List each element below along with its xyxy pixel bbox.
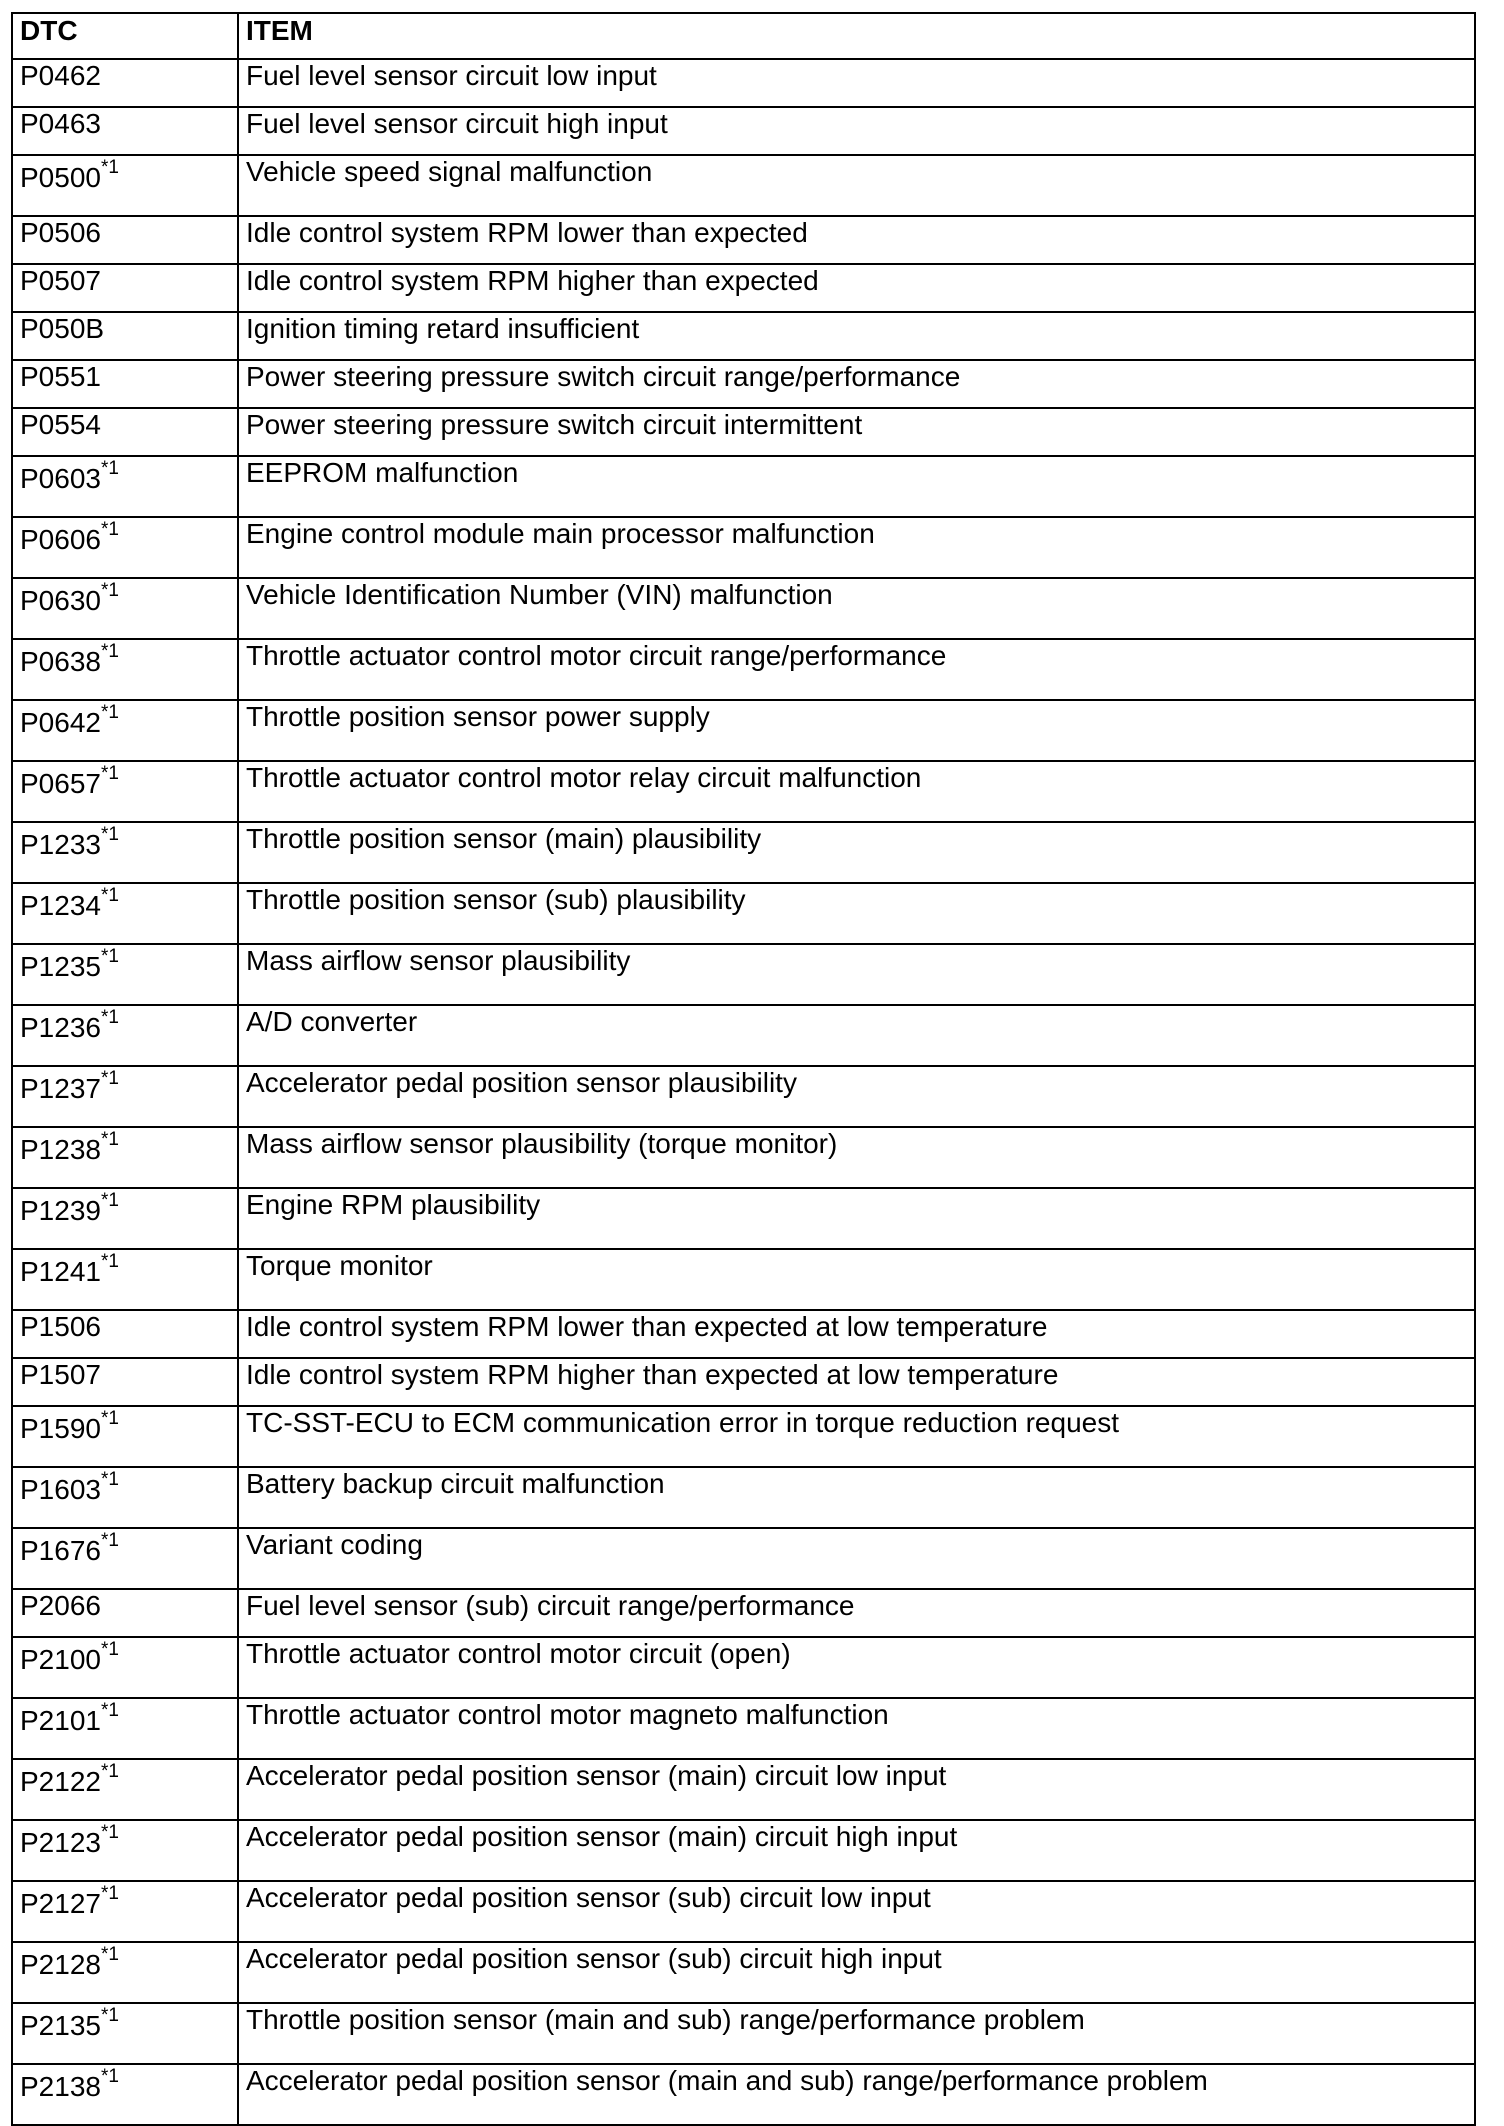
dtc-code-cell bbox=[12, 312, 238, 360]
footnote-marker: *1 bbox=[100, 2005, 119, 2026]
dtc-item: Power steering pressure switch circuit intermittent bbox=[238, 408, 1475, 456]
table-row bbox=[12, 1820, 1475, 1881]
dtc-code: P2127 bbox=[20, 1888, 101, 1919]
dtc-code-cell bbox=[12, 1310, 238, 1358]
dtc-item: Idle control system RPM lower than expected bbox=[238, 216, 1475, 264]
table-row bbox=[12, 761, 1475, 822]
dtc-item: Throttle position sensor (sub) plausibility bbox=[238, 883, 1475, 944]
dtc-item: Throttle position sensor (main) plausibility bbox=[238, 822, 1475, 883]
header-item: ITEM bbox=[238, 13, 1475, 59]
footnote-marker: *1 bbox=[100, 1530, 119, 1551]
dtc-item: Accelerator pedal position sensor plausibility bbox=[238, 1066, 1475, 1127]
dtc-code-cell bbox=[12, 2064, 238, 2125]
dtc-code-cell bbox=[12, 216, 238, 264]
dtc-item: Vehicle speed signal malfunction bbox=[238, 155, 1475, 216]
table-row bbox=[12, 1637, 1475, 1698]
footnote-marker: *1 bbox=[100, 2066, 119, 2087]
dtc-item: Idle control system RPM higher than expected bbox=[238, 264, 1475, 312]
dtc-code: P0630 bbox=[20, 585, 101, 616]
table-row bbox=[12, 107, 1475, 155]
dtc-code: P0551 bbox=[20, 361, 101, 392]
dtc-code-cell bbox=[12, 1467, 238, 1528]
dtc-code: P2100 bbox=[20, 1644, 101, 1675]
dtc-item: Fuel level sensor (sub) circuit range/performance bbox=[238, 1589, 1475, 1637]
dtc-code-cell bbox=[12, 700, 238, 761]
table-row bbox=[12, 1759, 1475, 1820]
dtc-code: P1237 bbox=[20, 1073, 101, 1104]
dtc-code: P0554 bbox=[20, 409, 101, 440]
dtc-code-cell bbox=[12, 408, 238, 456]
dtc-code-cell bbox=[12, 1589, 238, 1637]
dtc-code-cell bbox=[12, 1188, 238, 1249]
table-body bbox=[12, 59, 1475, 2125]
table-row bbox=[12, 1589, 1475, 1637]
dtc-code: P0463 bbox=[20, 108, 101, 139]
dtc-item: Torque monitor bbox=[238, 1249, 1475, 1310]
dtc-code-cell bbox=[12, 1066, 238, 1127]
dtc-code: P0506 bbox=[20, 217, 101, 248]
dtc-item: Throttle actuator control motor magneto malfunction bbox=[238, 1698, 1475, 1759]
dtc-code: P1507 bbox=[20, 1359, 101, 1390]
dtc-item: EEPROM malfunction bbox=[238, 456, 1475, 517]
dtc-item: TC-SST-ECU to ECM communication error in torque reduction request bbox=[238, 1406, 1475, 1467]
dtc-table bbox=[11, 12, 1476, 2126]
table-row bbox=[12, 639, 1475, 700]
table-row bbox=[12, 1698, 1475, 1759]
dtc-code: P050B bbox=[20, 313, 105, 344]
dtc-code-cell bbox=[12, 155, 238, 216]
table-row bbox=[12, 360, 1475, 408]
table-row bbox=[12, 59, 1475, 107]
dtc-code-cell bbox=[12, 264, 238, 312]
table-row bbox=[12, 264, 1475, 312]
dtc-item: Ignition timing retard insufficient bbox=[238, 312, 1475, 360]
table-row bbox=[12, 216, 1475, 264]
dtc-item: Accelerator pedal position sensor (sub) circuit high input bbox=[238, 1942, 1475, 2003]
dtc-item: Idle control system RPM lower than expected at low temperature bbox=[238, 1310, 1475, 1358]
dtc-code-cell bbox=[12, 1005, 238, 1066]
footnote-marker: *1 bbox=[100, 519, 119, 540]
dtc-item: Mass airflow sensor plausibility bbox=[238, 944, 1475, 1005]
dtc-code-cell bbox=[12, 1942, 238, 2003]
dtc-item: Engine control module main processor malfunction bbox=[238, 517, 1475, 578]
dtc-item: Throttle actuator control motor relay circuit malfunction bbox=[238, 761, 1475, 822]
dtc-code-cell bbox=[12, 1249, 238, 1310]
table-row bbox=[12, 1406, 1475, 1467]
footnote-marker: *1 bbox=[100, 885, 119, 906]
dtc-code: P2122 bbox=[20, 1766, 101, 1797]
table-row bbox=[12, 1066, 1475, 1127]
dtc-code-cell bbox=[12, 1358, 238, 1406]
footnote-marker: *1 bbox=[100, 763, 119, 784]
dtc-code-cell bbox=[12, 639, 238, 700]
dtc-code: P2101 bbox=[20, 1705, 101, 1736]
table-row bbox=[12, 312, 1475, 360]
footnote-marker: *1 bbox=[100, 1408, 119, 1429]
footnote-marker: *1 bbox=[100, 641, 119, 662]
table-row bbox=[12, 1528, 1475, 1589]
dtc-item: Throttle position sensor power supply bbox=[238, 700, 1475, 761]
table-row bbox=[12, 1358, 1475, 1406]
dtc-code-cell bbox=[12, 2003, 238, 2064]
dtc-code: P0606 bbox=[20, 524, 101, 555]
table-row bbox=[12, 517, 1475, 578]
footnote-marker: *1 bbox=[100, 1469, 119, 1490]
dtc-code: P1676 bbox=[20, 1535, 101, 1566]
dtc-item: Fuel level sensor circuit high input bbox=[238, 107, 1475, 155]
table-row bbox=[12, 883, 1475, 944]
dtc-code-cell bbox=[12, 1759, 238, 1820]
dtc-code: P0638 bbox=[20, 646, 101, 677]
footnote-marker: *1 bbox=[100, 702, 119, 723]
table-header-row bbox=[12, 13, 1475, 59]
footnote-marker: *1 bbox=[100, 458, 119, 479]
dtc-code-cell bbox=[12, 360, 238, 408]
dtc-code-cell bbox=[12, 59, 238, 107]
dtc-code: P1236 bbox=[20, 1012, 101, 1043]
dtc-item: Accelerator pedal position sensor (main) circuit low input bbox=[238, 1759, 1475, 1820]
dtc-item: Variant coding bbox=[238, 1528, 1475, 1589]
footnote-marker: *1 bbox=[100, 1129, 119, 1150]
footnote-marker: *1 bbox=[100, 580, 119, 601]
dtc-code-cell bbox=[12, 1881, 238, 1942]
footnote-marker: *1 bbox=[100, 157, 119, 178]
footnote-marker: *1 bbox=[100, 1822, 119, 1843]
dtc-code-cell bbox=[12, 578, 238, 639]
footnote-marker: *1 bbox=[100, 1251, 119, 1272]
table-row bbox=[12, 578, 1475, 639]
table-row bbox=[12, 2064, 1475, 2125]
dtc-code: P1506 bbox=[20, 1311, 101, 1342]
dtc-code-cell bbox=[12, 761, 238, 822]
dtc-item: Accelerator pedal position sensor (main and sub) range/performance problem bbox=[238, 2064, 1475, 2125]
dtc-code: P2066 bbox=[20, 1590, 101, 1621]
dtc-code: P0642 bbox=[20, 707, 101, 738]
dtc-code-cell bbox=[12, 107, 238, 155]
table-row bbox=[12, 1005, 1475, 1066]
dtc-code-cell bbox=[12, 944, 238, 1005]
dtc-item: Throttle position sensor (main and sub) range/performance problem bbox=[238, 2003, 1475, 2064]
dtc-code: P0507 bbox=[20, 265, 101, 296]
dtc-code-cell bbox=[12, 1637, 238, 1698]
dtc-code: P0657 bbox=[20, 768, 101, 799]
dtc-code: P1241 bbox=[20, 1256, 101, 1287]
dtc-code-cell bbox=[12, 517, 238, 578]
dtc-item: Accelerator pedal position sensor (main) circuit high input bbox=[238, 1820, 1475, 1881]
dtc-code-cell bbox=[12, 1127, 238, 1188]
dtc-code-cell bbox=[12, 822, 238, 883]
dtc-item: Vehicle Identification Number (VIN) malfunction bbox=[238, 578, 1475, 639]
dtc-item: Battery backup circuit malfunction bbox=[238, 1467, 1475, 1528]
dtc-item: Idle control system RPM higher than expected at low temperature bbox=[238, 1358, 1475, 1406]
dtc-item: Power steering pressure switch circuit range/performance bbox=[238, 360, 1475, 408]
footnote-marker: *1 bbox=[100, 1007, 119, 1028]
table-row bbox=[12, 1942, 1475, 2003]
dtc-code: P0500 bbox=[20, 162, 101, 193]
dtc-code-cell bbox=[12, 1528, 238, 1589]
table-row bbox=[12, 1249, 1475, 1310]
table-row bbox=[12, 700, 1475, 761]
table-row bbox=[12, 456, 1475, 517]
footnote-marker: *1 bbox=[100, 1700, 119, 1721]
dtc-code: P0462 bbox=[20, 60, 101, 91]
dtc-code: P1233 bbox=[20, 829, 101, 860]
footnote-marker: *1 bbox=[100, 1190, 119, 1211]
dtc-code: P0603 bbox=[20, 463, 101, 494]
dtc-code: P2128 bbox=[20, 1949, 101, 1980]
table-row bbox=[12, 2003, 1475, 2064]
dtc-item: Fuel level sensor circuit low input bbox=[238, 59, 1475, 107]
footnote-marker: *1 bbox=[100, 1639, 119, 1660]
table-row bbox=[12, 155, 1475, 216]
dtc-item: Mass airflow sensor plausibility (torque monitor) bbox=[238, 1127, 1475, 1188]
table-row bbox=[12, 408, 1475, 456]
footnote-marker: *1 bbox=[100, 1761, 119, 1782]
dtc-item: A/D converter bbox=[238, 1005, 1475, 1066]
dtc-code: P2138 bbox=[20, 2071, 101, 2102]
table-row bbox=[12, 1127, 1475, 1188]
dtc-code: P1239 bbox=[20, 1195, 101, 1226]
dtc-item: Throttle actuator control motor circuit (open) bbox=[238, 1637, 1475, 1698]
dtc-code: P1603 bbox=[20, 1474, 101, 1505]
table-row bbox=[12, 822, 1475, 883]
dtc-code-cell bbox=[12, 1698, 238, 1759]
dtc-code-cell bbox=[12, 883, 238, 944]
header-dtc: DTC bbox=[12, 13, 238, 59]
footnote-marker: *1 bbox=[100, 824, 119, 845]
dtc-code: P1235 bbox=[20, 951, 101, 982]
dtc-code: P1234 bbox=[20, 890, 101, 921]
footnote-marker: *1 bbox=[100, 946, 119, 967]
table-row bbox=[12, 944, 1475, 1005]
table-row bbox=[12, 1881, 1475, 1942]
dtc-code-cell bbox=[12, 1820, 238, 1881]
dtc-item: Throttle actuator control motor circuit range/performance bbox=[238, 639, 1475, 700]
dtc-code-cell bbox=[12, 456, 238, 517]
table-row bbox=[12, 1467, 1475, 1528]
dtc-code: P1590 bbox=[20, 1413, 101, 1444]
footnote-marker: *1 bbox=[100, 1883, 119, 1904]
dtc-code: P1238 bbox=[20, 1134, 101, 1165]
footnote-marker: *1 bbox=[100, 1944, 119, 1965]
dtc-item: Accelerator pedal position sensor (sub) circuit low input bbox=[238, 1881, 1475, 1942]
dtc-item: Engine RPM plausibility bbox=[238, 1188, 1475, 1249]
table-row bbox=[12, 1310, 1475, 1358]
dtc-code: P2123 bbox=[20, 1827, 101, 1858]
dtc-code: P2135 bbox=[20, 2010, 101, 2041]
dtc-code-cell bbox=[12, 1406, 238, 1467]
table-row bbox=[12, 1188, 1475, 1249]
footnote-marker: *1 bbox=[100, 1068, 119, 1089]
